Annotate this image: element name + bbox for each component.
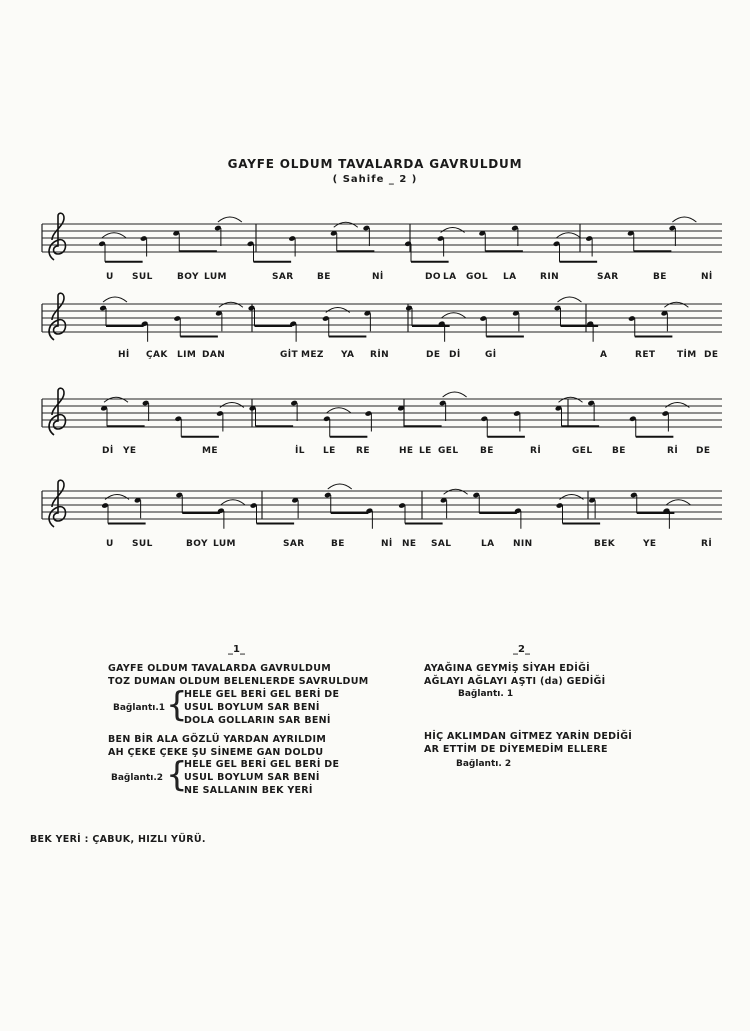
verse-line: AH ÇEKE ÇEKE ŞU SİNEME GAN DOLDU [108, 747, 324, 758]
chorus-line: HELE GEL BERİ GEL BERİ DE [184, 759, 340, 770]
lyric-syllable: Hİ [118, 350, 130, 360]
lyric-syllable: NE [402, 539, 417, 549]
lyric-syllable: SUL [132, 539, 153, 549]
music-system-4 [40, 477, 722, 567]
lyric-syllable: BEK [594, 539, 616, 549]
staff-1 [40, 210, 722, 280]
lyric-syllable: RE [356, 446, 370, 456]
lyric-syllable: Dİ [102, 446, 114, 456]
music-system-1 [40, 210, 722, 300]
staff-4 [40, 477, 722, 547]
lyric-syllable: ME [202, 446, 218, 456]
lyric-syllable: GEL [572, 446, 593, 456]
lyric-syllable: DE [426, 350, 441, 360]
lyric-syllable: TİM [677, 350, 697, 360]
lyric-syllable: LA [443, 272, 457, 282]
lyric-syllable: Nİ [701, 272, 713, 282]
lyric-syllable: Rİ [701, 539, 713, 549]
lyric-syllable: BE [317, 272, 331, 282]
verse-2-lines-b [424, 730, 632, 756]
lyric-syllable: DAN [202, 350, 226, 360]
chorus-1 [184, 688, 339, 727]
chorus-ref-1: Bağlantı. 1 [458, 689, 514, 699]
lyric-syllable: DE [696, 446, 711, 456]
chorus-2-label: Bağlantı.2 [111, 773, 164, 783]
lyric-syllable: GİT [280, 350, 299, 360]
lyric-syllable: BOY [177, 272, 199, 282]
verse-line: HİÇ AKLIMDAN GİTMEZ YARİN DEDİĞİ [424, 731, 633, 742]
footnote: BEK YERİ : ÇABUK, HIZLI YÜRÜ. [30, 834, 206, 845]
lyric-syllable: BOY [186, 539, 208, 549]
lyric-syllable: Rİ [667, 446, 679, 456]
lyric-syllable: SAL [431, 539, 452, 549]
verse-line: TOZ DUMAN OLDUM BELENLERDE SAVRULDUM [108, 676, 369, 687]
lyric-syllable: HE [399, 446, 414, 456]
lyric-syllable: LUM [204, 272, 227, 282]
verse-line: BEN BİR ALA GÖZLÜ YARDAN AYRILDIM [108, 734, 327, 745]
chorus-line: DOLA GOLLARIN SAR BENİ [184, 715, 331, 726]
lyric-syllable: RİN [370, 350, 390, 360]
page-subtitle: ( Sahife _ 2 ) [332, 174, 418, 185]
lyric-syllable: LE [419, 446, 432, 456]
verse-line: AYAĞINA GEYMİŞ SİYAH EDİĞİ [424, 663, 591, 674]
verse-1-heading: _1_ [228, 644, 245, 655]
lyric-syllable: GEL [438, 446, 459, 456]
lyric-syllable: LIM [177, 350, 197, 360]
lyric-syllable: YA [341, 350, 355, 360]
chorus-line: USUL BOYLUM SAR BENİ [184, 772, 320, 783]
lyric-syllable: SAR [272, 272, 294, 282]
verse-1-lines-b [108, 733, 326, 759]
lyric-syllable: RIN [540, 272, 560, 282]
lyric-syllable: YE [643, 539, 657, 549]
lyric-syllable: LUM [213, 539, 236, 549]
lyric-syllable: GOL [466, 272, 488, 282]
chorus-1-label: Bağlantı.1 [113, 703, 166, 713]
lyric-syllable: LA [503, 272, 517, 282]
lyric-syllable: Rİ [530, 446, 542, 456]
lyric-syllable: MEZ [301, 350, 324, 360]
lyric-syllable: SAR [283, 539, 305, 549]
lyric-syllable: İL [295, 446, 305, 456]
lyric-syllable: DE [704, 350, 719, 360]
verse-line: AĞLAYI AĞLAYI AŞTI (da) GEDİĞİ [424, 676, 606, 687]
lyric-syllable: LE [323, 446, 336, 456]
chorus-ref-2: Bağlantı. 2 [456, 759, 512, 769]
music-system-2 [40, 290, 722, 380]
lyric-syllable: BE [653, 272, 667, 282]
verse-2-lines-a [424, 662, 606, 688]
lyric-syllable: Nİ [381, 539, 393, 549]
chorus-line: HELE GEL BERİ GEL BERİ DE [184, 689, 340, 700]
lyric-syllable: U [106, 539, 114, 549]
lyric-syllable: LA [481, 539, 495, 549]
song-title: GAYFE OLDUM TAVALARDA GAVRULDUM [227, 157, 523, 171]
lyric-syllable: SUL [132, 272, 153, 282]
verse-line: AR ETTİM DE DİYEMEDİM ELLERE [424, 744, 608, 755]
lyric-syllable: YE [123, 446, 137, 456]
music-system-3 [40, 385, 722, 475]
lyric-syllable: NIN [513, 539, 533, 549]
verse-2-heading: _2_ [513, 644, 530, 655]
brace-glyph: { [166, 685, 188, 725]
lyric-syllable: Gİ [485, 350, 497, 360]
lyric-syllable: ÇAK [146, 350, 168, 360]
verse-line: GAYFE OLDUM TAVALARDA GAVRULDUM [108, 663, 331, 674]
brace-glyph: { [166, 755, 188, 795]
chorus-line: USUL BOYLUM SAR BENİ [184, 702, 320, 713]
lyric-syllable: SAR [597, 272, 619, 282]
lyric-syllable: BE [331, 539, 345, 549]
chorus-2 [184, 758, 339, 797]
lyric-syllable: DO [425, 272, 441, 282]
lyric-syllable: Nİ [372, 272, 384, 282]
verse-1-lines-a [108, 662, 369, 688]
lyric-syllable: BE [612, 446, 626, 456]
lyric-syllable: RET [635, 350, 656, 360]
lyric-syllable: A [600, 350, 608, 360]
lyric-syllable: U [106, 272, 114, 282]
chorus-line: NE SALLANIN BEK YERİ [184, 785, 313, 796]
lyric-syllable: Dİ [449, 350, 461, 360]
staff-3 [40, 385, 722, 455]
lyric-syllable: BE [480, 446, 494, 456]
